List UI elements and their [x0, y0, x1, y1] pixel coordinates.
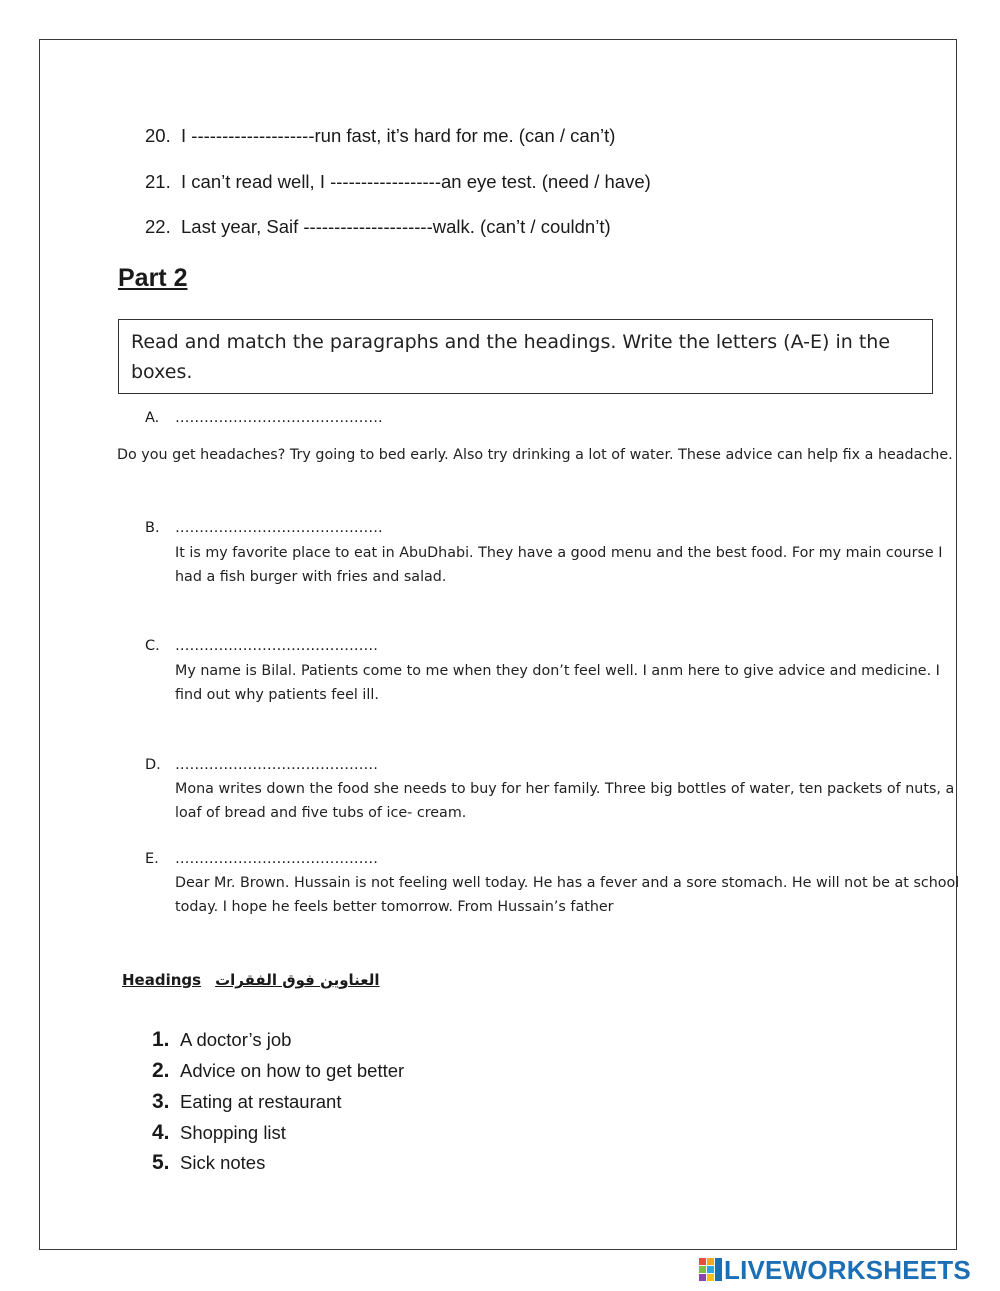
answer-blank[interactable]: ……………………………………	[175, 851, 378, 867]
answer-blank[interactable]: ……………………………………	[175, 638, 378, 654]
heading-item-1	[152, 1028, 291, 1052]
heading-text: Shopping list	[180, 1122, 286, 1143]
heading-number: 5.	[152, 1151, 170, 1174]
paragraph-letter: C.	[145, 638, 160, 654]
question-text: I --------------------run fast, it’s hard for me. (can / can’t)	[181, 125, 616, 146]
brand-name: LIVEWORKSHEETS	[724, 1255, 971, 1285]
instruction-box	[118, 319, 933, 394]
heading-item-2	[152, 1059, 404, 1083]
paragraph-c-label	[145, 638, 378, 654]
paragraph-e-text: Dear Mr. Brown. Hussain is not feeling well today. He has a fever and a sore stomach. He will not be at school today. I hope he feels better tomorrow. From Hussain’s father	[175, 875, 960, 915]
paragraph-a-label	[145, 410, 383, 426]
headings-title-ar: العناوين فوق الفقرات	[215, 971, 380, 989]
question-text: Last year, Saif ---------------------walk. (can’t / couldn’t)	[181, 216, 611, 237]
question-text: I can’t read well, I ------------------an eye test. (need / have)	[181, 171, 651, 192]
paragraph-c-text: My name is Bilal. Patients come to me when they don’t feel well. I anm here to give advice and medicine. I find out why patients feel ill.	[175, 663, 940, 703]
heading-number: 1.	[152, 1028, 170, 1051]
question-number: 20.	[145, 125, 171, 146]
paragraph-letter: A.	[145, 410, 160, 426]
paragraph-b-text: It is my favorite place to eat in AbuDhabi. They have a good menu and the best food. For my main course I had a fish burger with fries and salad.	[175, 545, 943, 585]
question-21	[145, 171, 651, 193]
liveworksheets-logo-icon	[699, 1258, 723, 1282]
paragraph-b-label	[145, 520, 383, 536]
heading-number: 4.	[152, 1121, 170, 1144]
heading-text: Advice on how to get better	[180, 1060, 405, 1081]
heading-number: 3.	[152, 1090, 170, 1113]
heading-item-5	[152, 1151, 265, 1175]
headings-title-en: Headings	[122, 971, 202, 989]
heading-text: A doctor’s job	[180, 1029, 292, 1050]
answer-blank[interactable]: …………………………………….	[175, 520, 383, 536]
heading-text: Sick notes	[180, 1152, 266, 1173]
paragraph-d-text: Mona writes down the food she needs to buy for her family. Three big bottles of water, ten packets of nuts, a loaf of bread and five tubs of ice- cream.	[175, 781, 955, 821]
paragraph-d-label	[145, 757, 378, 773]
instruction-text: Read and match the paragraphs and the headings. Write the letters (A-E) in the boxes.	[131, 331, 891, 383]
answer-blank[interactable]: …………………………………….	[175, 410, 383, 426]
question-number: 21.	[145, 171, 171, 192]
paragraph-letter: B.	[145, 520, 160, 536]
question-20	[145, 125, 615, 147]
answer-blank[interactable]: ……………………………………	[175, 757, 378, 773]
paragraph-a-text: Do you get headaches? Try going to bed early. Also try drinking a lot of water. These advice can help fix a headache.	[117, 447, 953, 463]
question-22	[145, 216, 611, 238]
paragraph-letter: D.	[145, 757, 161, 773]
paragraph-letter: E.	[145, 851, 159, 867]
heading-number: 2.	[152, 1059, 170, 1082]
headings-title	[122, 971, 380, 989]
heading-text: Eating at restaurant	[180, 1091, 342, 1112]
question-number: 22.	[145, 216, 171, 237]
heading-item-4	[152, 1121, 286, 1145]
paragraph-e-label	[145, 851, 378, 867]
heading-item-3	[152, 1090, 341, 1114]
part-title: Part 2	[118, 264, 188, 292]
